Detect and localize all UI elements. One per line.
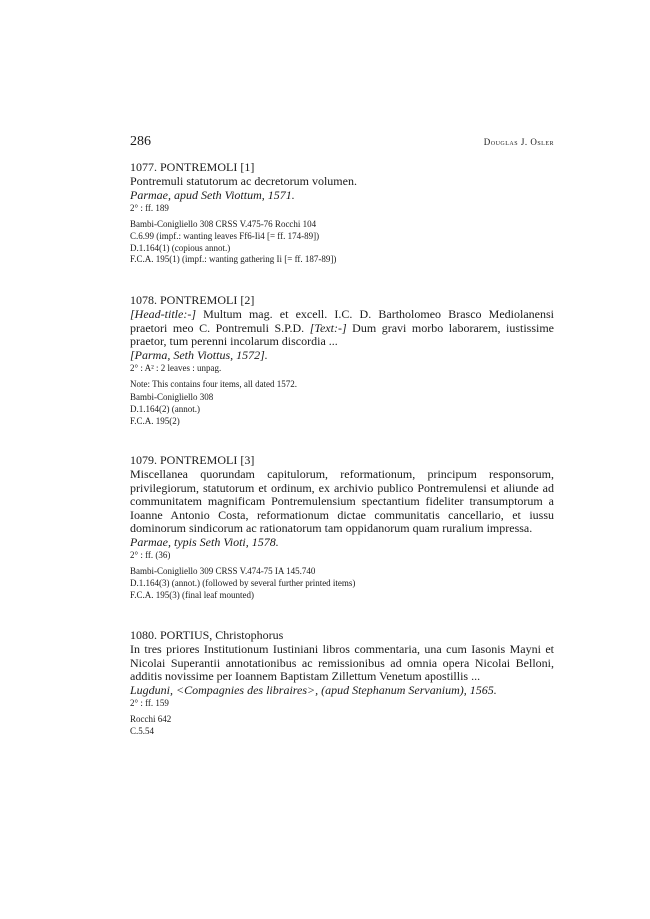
head-title-text: Multum mag. et excell. I.C. D. Bartholomeo Brasco Mediolanensi praetori meo C. Pontremuli S.P.D. bbox=[130, 307, 554, 335]
page bbox=[130, 134, 554, 162]
copy-line: C.6.99 (impf.: wanting leaves Ff6-Ii4 [= ff. 174-89]) bbox=[130, 231, 320, 241]
head-title-label: [Head-title:-] bbox=[130, 307, 196, 321]
copy-line: D.1.164(2) (annot.) bbox=[130, 404, 200, 414]
running-head: Douglas J. Osler bbox=[483, 137, 554, 147]
entry-imprint: Parmae, typis Seth Vioti, 1578. bbox=[130, 534, 279, 549]
entry-heading: 1079. PONTREMOLI [3] bbox=[130, 453, 255, 467]
entry-references: Bambi-Conigliello 308 CRSS V.475-76 Rocchi 104 bbox=[130, 219, 317, 229]
copy-line: D.1.164(3) (annot.) (followed by several further printed items) bbox=[130, 578, 356, 588]
entry-references: Bambi-Conigliello 308 bbox=[130, 392, 214, 402]
entry-title: Pontremuli statutorum ac decretorum volumen. bbox=[130, 174, 357, 188]
text-label: [Text:-] bbox=[309, 320, 347, 335]
entry-heading: 1080. PORTIUS, Christophorus bbox=[130, 628, 284, 642]
entry-imprint: [Parma, Seth Viottus, 1572]. bbox=[130, 347, 268, 362]
entry-note: Note: This contains four items, all dated 1572. bbox=[130, 379, 298, 389]
entry-references: Bambi-Conigliello 309 CRSS V.474-75 IA 145.740 bbox=[130, 566, 316, 576]
entry-heading: 1078. PONTREMOLI [2] bbox=[130, 293, 255, 307]
entry-title: Miscellanea quorundam capitulorum, reformationum, principum responsorum, privilegiorum, statutorum et ordinum, ex archivio publico Pontremulensi et aliunde ad communitatem magnificam Pontremulensium spectantium fideliter transumptorum a Ioanne Antonio Costa, reformationum dictae communitatis cancellario, et iussu dominorum sindicorum ac rationatorum tam oppidanorum quam ruralium impressa. bbox=[130, 467, 554, 535]
entry-title bbox=[130, 308, 554, 349]
entry-references: Rocchi 642 bbox=[130, 714, 172, 724]
page-header bbox=[130, 134, 554, 150]
entry-1079 bbox=[130, 453, 554, 601]
text-text: Dum gravi morbo laborarem, iustissime praetor, tum perenni incolarum discordia ... bbox=[130, 320, 554, 348]
page-number: 286 bbox=[130, 134, 151, 149]
entry-collation: 2° : ff. (36) bbox=[130, 550, 171, 560]
copy-line: F.C.A. 195(3) (final leaf mounted) bbox=[130, 589, 255, 600]
entry-1080 bbox=[130, 628, 554, 738]
entry-collation: 2° : ff. 189 bbox=[130, 203, 169, 213]
entry-title: In tres priores Institutionum Iustiniani libros commentaria, una cum Iasonis Mayni et Nicolai Superantii annotationibus ac remissionibus ad omnia opera Nicolai Belloni, additis novissime per Ioannem Baptistam Zillettum Venetum apostillis ... bbox=[130, 642, 554, 683]
entry-1077 bbox=[130, 160, 554, 266]
copy-line: F.C.A. 195(1) (impf.: wanting gathering Ii [= ff. 187-89]) bbox=[130, 254, 337, 264]
copy-line: D.1.164(1) (copious annot.) bbox=[130, 242, 231, 253]
entry-1078 bbox=[130, 293, 554, 427]
entry-imprint: Lugduni, <Compagnies des libraires>, (apud Stephanum Servanium), 1565. bbox=[130, 682, 497, 697]
entry-heading: 1077. PONTREMOLI [1] bbox=[130, 160, 255, 174]
entry-collation: 2° : A² : 2 leaves : unpag. bbox=[130, 363, 222, 373]
entry-collation: 2° : ff. 159 bbox=[130, 698, 169, 708]
copy-line: C.5.54 bbox=[130, 726, 155, 736]
entry-imprint: Parmae, apud Seth Viottum, 1571. bbox=[130, 187, 295, 202]
copy-line: F.C.A. 195(2) bbox=[130, 415, 180, 426]
